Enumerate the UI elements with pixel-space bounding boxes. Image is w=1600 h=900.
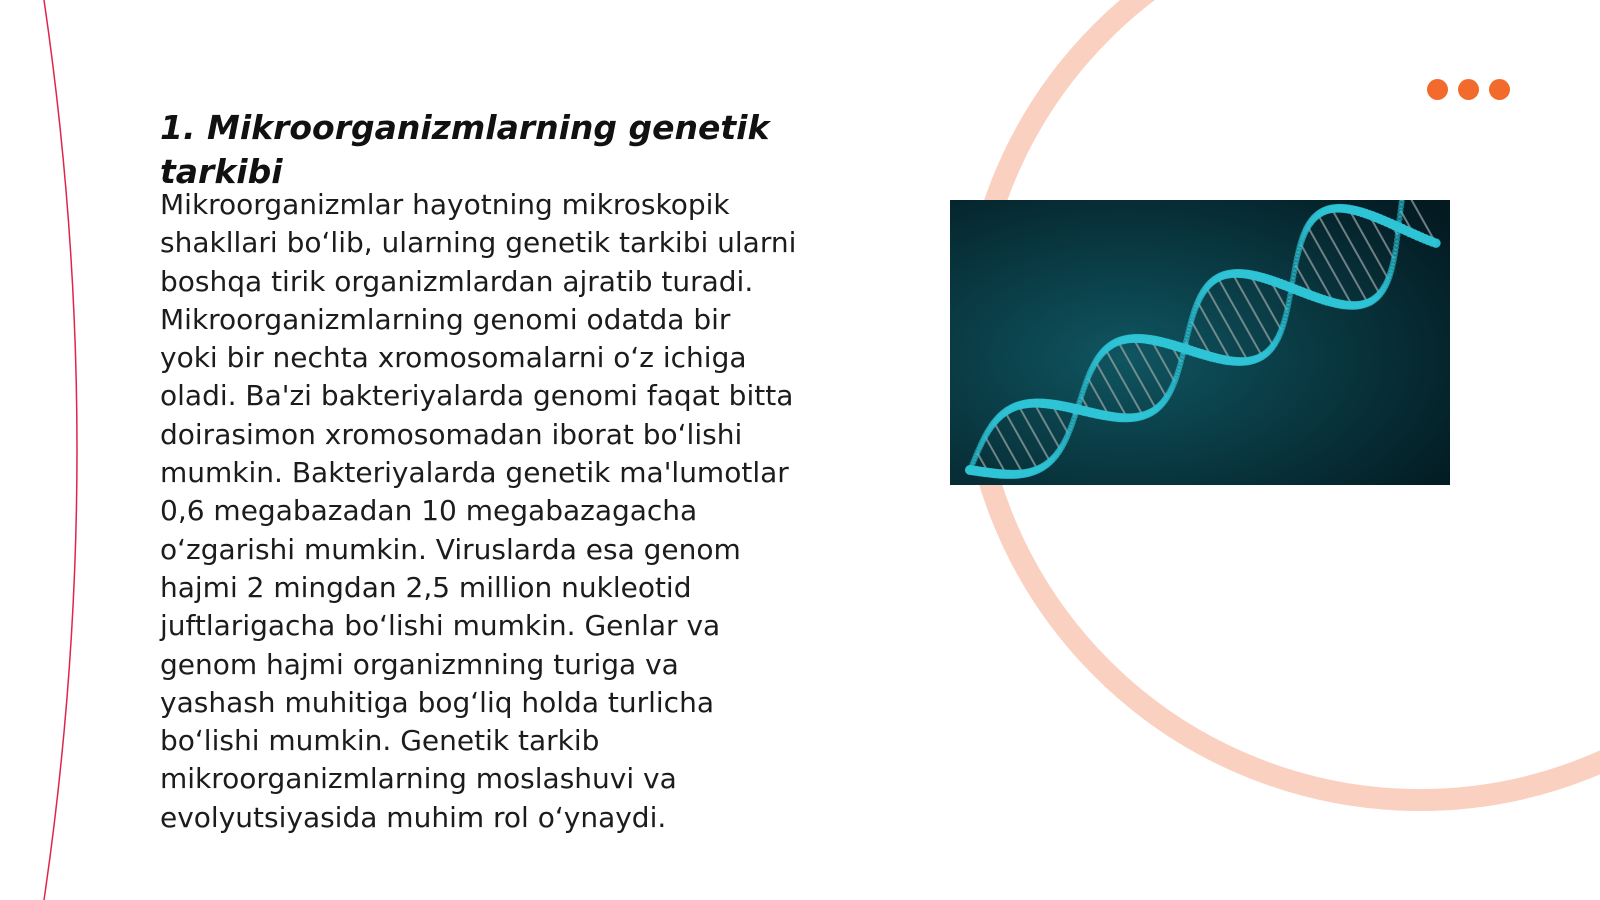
slide-body-text: Mikroorganizmlar hayotning mikroskopik shakllari boʻlib, ularning genetik tarkibi ularni boshqa tirik organizmlardan ajratib turadi. Mikroorganizmlarning genomi odatda bir yoki bir nechta xromosomalarni oʻz ichiga oladi. Ba'zi bakteriyalarda genomi faqat bitta doirasimon xromosomadan iborat boʻlishi mumkin. Bakteriyalarda genetik ma'lumotlar 0,6 megabazadan 10 megabazagacha oʻzgarishi mumkin. Viruslarda esa genom hajmi 2 mingdan 2,5 million nukleotid juftlarigacha boʻlishi mumkin. Genlar va genom hajmi organizmning turiga va yashash muhitiga bogʻliq holda turlicha boʻlishi mumkin. Genetik tarkib mikroorganizmlarning moslashuvi va evolyutsiyasida muhim rol oʻynaydi. (160, 188, 797, 834)
dot-3 (1489, 79, 1510, 100)
dot-1 (1427, 79, 1448, 100)
dot-2 (1458, 79, 1479, 100)
more-dots-icon (1427, 79, 1510, 100)
dna-bead (1431, 238, 1441, 248)
dna-helix-image (950, 200, 1450, 485)
left-red-curve (44, 0, 77, 900)
slide-title: 1. Mikroorganizmlarning genetik tarkibi (160, 108, 770, 191)
